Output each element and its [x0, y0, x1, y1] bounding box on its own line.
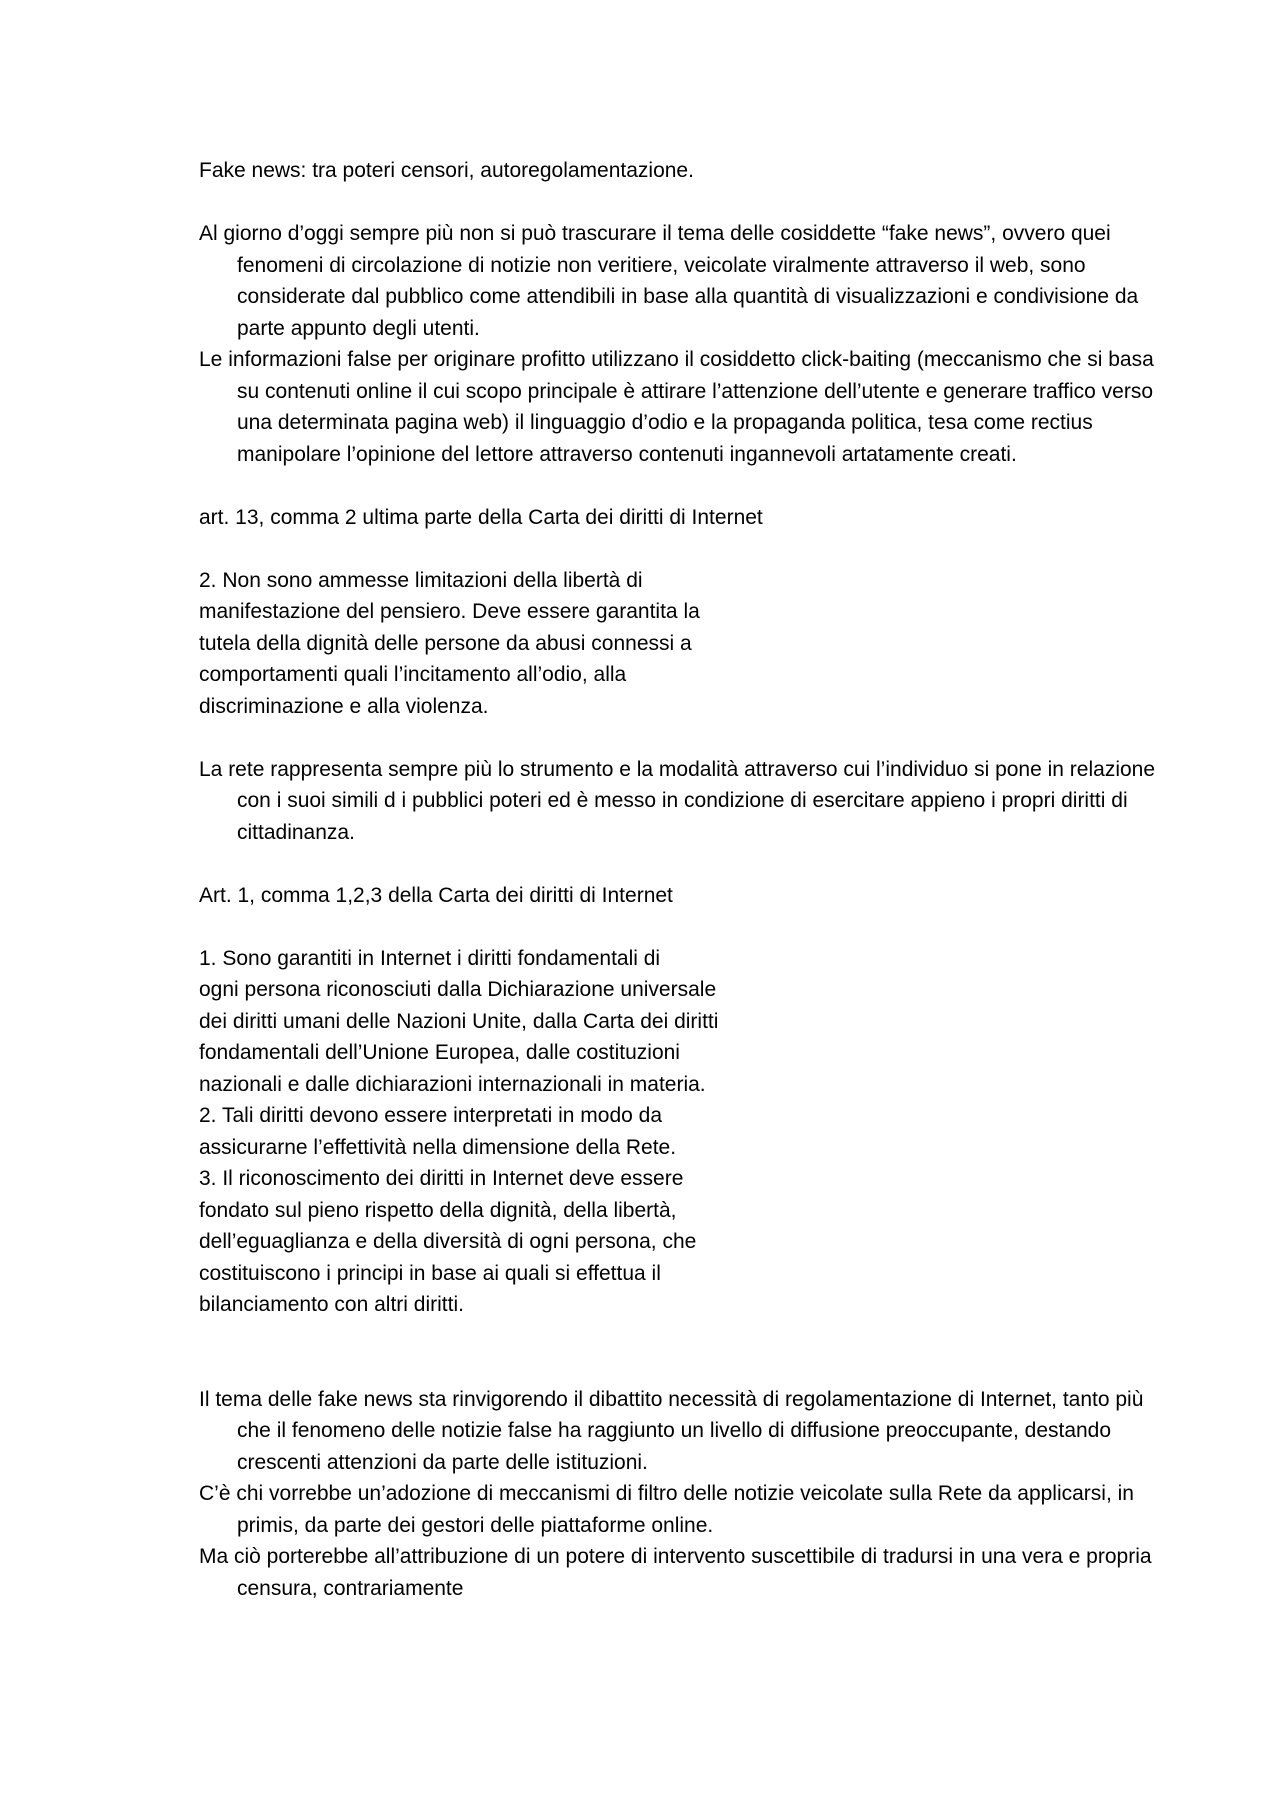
art13-heading: art. 13, comma 2 ultima parte della Carta dei diritti di Internet: [199, 505, 763, 529]
document-body: [199, 155, 1179, 1604]
rete-paragraph: La rete rappresenta sempre più lo strumento e la modalità attraverso cui l’individuo si pone in relazione con i suoi simili d i pubblici poteri ed è messo in condizione di esercitare appieno i propri diritti di cittadinanza.: [199, 757, 1156, 844]
art13-quote: 2. Non sono ammesse limitazioni della libertà di manifestazione del pensiero. Deve essere garantita la tutela della dignità delle persone da abusi connessi a comportamenti quali l’incitamento all’odio, alla discriminazione e alla violenza.: [199, 568, 700, 718]
intro-paragraph-1: Al giorno d’oggi sempre più non si può trascurare il tema delle cosiddette “fake news”, ovvero quei fenomeni di circolazione di notizie non veritiere, veicolate viralmente attraverso il web, sono considerate dal pubblico come attendibili in base alla quantità di visualizzazioni e condivisione da parte appunto degli utenti.: [199, 222, 1139, 340]
intro-paragraph-2: Le informazioni false per originare profitto utilizzano il cosiddetto click-baiting (meccanismo che si basa su contenuti online il cui scopo principale è attirare l’attenzione dell’utente e generare traffico verso una determinata pagina web) il linguaggio d’odio e la propaganda politica, tesa come rectius manipolare l’opinione del lettore attraverso contenuti ingannevoli artatamente creati.: [199, 348, 1154, 466]
spacer: [199, 187, 1179, 219]
closing-paragraph-2: C’è chi vorrebbe un’adozione di meccanismi di filtro delle notizie veicolate sulla Rete da applicarsi, in primis, da parte dei gestori delle piattaforme online.: [199, 1482, 1134, 1537]
spacer: [199, 1321, 1179, 1384]
spacer: [199, 722, 1179, 754]
closing-paragraph-1: Il tema delle fake news sta rinvigorendo il dibattito necessità di regolamentazione di Internet, tanto più che il fenomeno delle notizie false ha raggiunto un livello di diffusione preoccupante, destando crescenti attenzioni da parte delle istituzioni.: [199, 1387, 1144, 1474]
spacer: [199, 848, 1179, 880]
spacer: [199, 911, 1179, 943]
art1-heading: Art. 1, comma 1,2,3 della Carta dei diritti di Internet: [199, 883, 673, 907]
spacer: [199, 470, 1179, 502]
document-title: Fake news: tra poteri censori, autoregolamentazione.: [199, 159, 694, 182]
spacer: [199, 533, 1179, 565]
closing-paragraph-3: Ma ciò porterebbe all’attribuzione di un potere di intervento suscettibile di tradursi in una vera e propria censura, contrariamente: [199, 1545, 1152, 1600]
art1-quote: 1. Sono garantiti in Internet i diritti fondamentali di ogni persona riconosciuti dalla Dichiarazione universale dei diritti umani delle Nazioni Unite, dalla Carta dei diritti fondamentali dell’Unione Europea, dalle costituzioni nazionali e dalle dichiarazioni internazionali in materia. 2. Tali diritti devono essere interpretati in modo da assicurarne l’effettività nella dimensione della Rete. 3. Il riconoscimento dei diritti in Internet deve essere fondato sul pieno rispetto della dignità, della libertà, dell’eguaglianza e della diversità di ogni persona, che costituiscono i principi in base ai quali si effettua il bilanciamento con altri diritti.: [199, 946, 719, 1316]
